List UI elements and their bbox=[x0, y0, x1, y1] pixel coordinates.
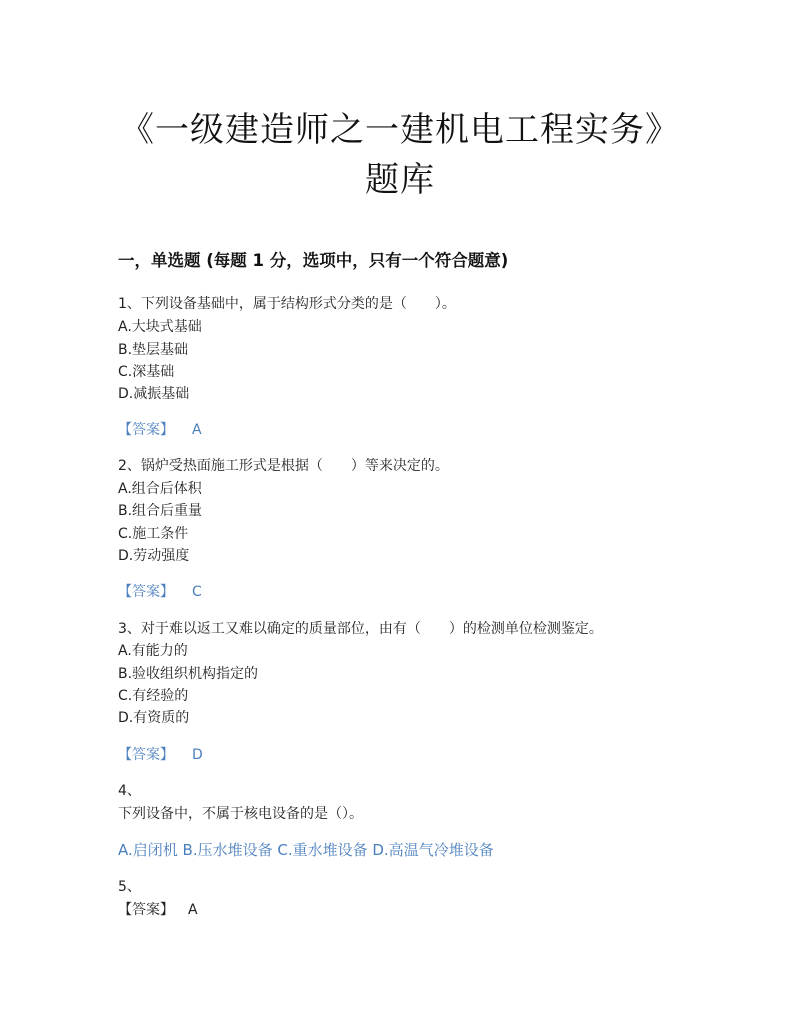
question-1-option-c: C.深基础 bbox=[118, 364, 175, 380]
question-5-answer bbox=[118, 900, 198, 920]
question-1-option-d: D.减振基础 bbox=[118, 386, 190, 402]
question-3-option-a: A.有能力的 bbox=[118, 643, 188, 659]
question-2-option-c: C.施工条件 bbox=[118, 526, 189, 542]
answer-value: D bbox=[192, 747, 203, 763]
question-1-answer bbox=[118, 420, 202, 440]
question-4-number: 4、 bbox=[118, 783, 141, 799]
question-2-option-a: A.组合后体积 bbox=[118, 481, 202, 497]
answer-value: A bbox=[192, 422, 202, 438]
question-2-answer bbox=[118, 582, 202, 602]
question-1-stem: 1、下列设备基础中，属于结构形式分类的是（ ）。 bbox=[118, 296, 456, 312]
question-2-option-d: D.劳动强度 bbox=[118, 548, 190, 564]
question-1-option-a: A.大块式基础 bbox=[118, 319, 202, 335]
answer-value: C bbox=[192, 584, 202, 600]
question-3-option-d: D.有资质的 bbox=[118, 710, 190, 726]
answer-label: 【答案】 bbox=[118, 902, 174, 918]
question-2-option-b: B.组合后重量 bbox=[118, 503, 203, 519]
question-3-option-c: C.有经验的 bbox=[118, 688, 189, 704]
question-2-stem: 2、锅炉受热面施工形式是根据（ ）等来决定的。 bbox=[118, 458, 449, 474]
doc-title-line2: 题库 bbox=[365, 160, 435, 200]
question-4-options-inline: A.启闭机 B.压水堆设备 C.重水堆设备 D.高温气冷堆设备 bbox=[118, 841, 494, 859]
section-heading: 一，单选题 (每题 1 分，选项中，只有一个符合题意) bbox=[118, 251, 509, 270]
answer-label: 【答案】 bbox=[118, 584, 174, 600]
question-3-stem: 3、对于难以返工又难以确定的质量部位，由有（ ）的检测单位检测鉴定。 bbox=[118, 621, 603, 637]
question-3-answer bbox=[118, 745, 203, 765]
question-4-stem: 下列设备中，不属于核电设备的是（）。 bbox=[118, 806, 363, 822]
answer-label: 【答案】 bbox=[118, 422, 174, 438]
question-1-option-b: B.垫层基础 bbox=[118, 342, 189, 358]
answer-label: 【答案】 bbox=[118, 747, 174, 763]
doc-title-line1: 《一级建造师之一建机电工程实务》 bbox=[120, 110, 680, 150]
question-5-number: 5、 bbox=[118, 879, 141, 895]
question-3-option-b: B.验收组织机构指定的 bbox=[118, 666, 259, 682]
answer-value: A bbox=[188, 902, 198, 918]
